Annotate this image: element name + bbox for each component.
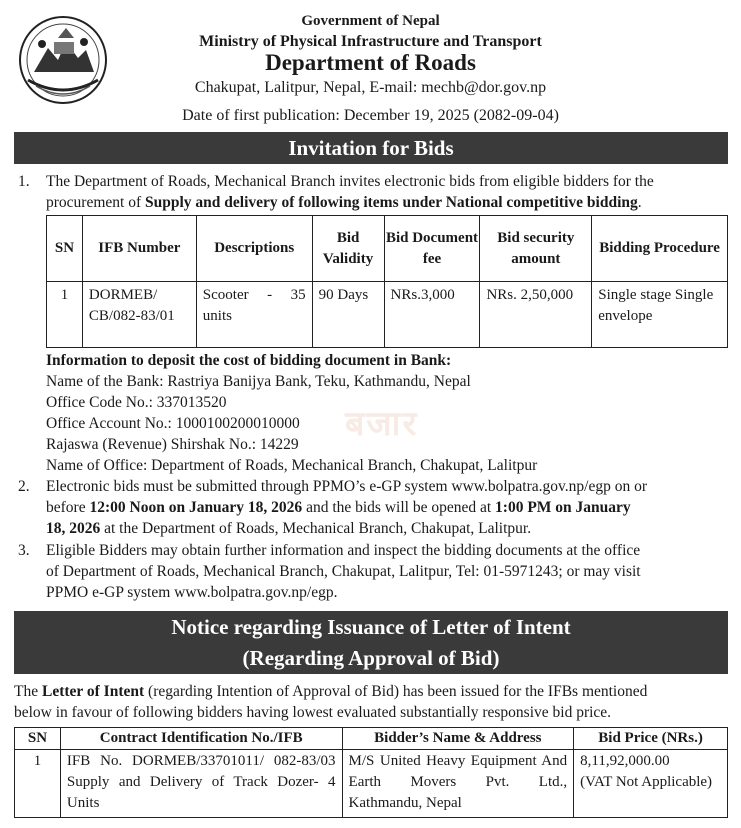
col-header-ifb-number: IFB Number [82, 216, 196, 282]
table-row [47, 282, 728, 348]
cell-security: NRs. 2,50,000 [480, 282, 592, 348]
ministry-name: Ministry of Physical Infrastructure and Transport [199, 33, 542, 50]
col-header-bid-price: Bid Price (NRs.) [574, 728, 728, 750]
revenue-shirshak: Rajaswa (Revenue) Shirshak No.: 14229 [46, 436, 299, 453]
item1-line1: The Department of Roads, Mechanical Branch invites electronic bids from eligible bidders for the [46, 173, 654, 190]
bid-price-note: (VAT Not Applicable) [580, 774, 713, 790]
col-header-bidder: Bidder’s Name & Address [342, 728, 574, 750]
loi-banner [14, 611, 728, 674]
office-code: Office Code No.: 337013520 [46, 394, 227, 411]
department-address: Chakupat, Lalitpur, Nepal, E-mail: mechb@dor.gov.np [194, 79, 547, 96]
ifb-table [46, 215, 728, 348]
item3-line1: Eligible Bidders may obtain further information and inspect the bidding documents at the office [46, 542, 641, 559]
department-name: Department of Roads [265, 50, 476, 75]
loi-banner-title: Notice regarding Issuance of Letter of Intent [171, 615, 571, 639]
cell-sn: 1 [47, 282, 83, 348]
bank-info-heading: Information to deposit the cost of bidding document in Bank: [46, 352, 452, 369]
cell-ifb-number: DORMEB/ CB/082-83/01 [82, 282, 196, 348]
bid-price-amount: 8,11,92,000.00 [580, 753, 670, 769]
ifb-banner: Invitation for Bids [14, 132, 728, 164]
item3-line2: of Department of Roads, Mechanical Branch, Chakupat, Lalitpur, Tel: 01-5971243; or may visit [46, 563, 641, 580]
loi-banner-subtitle: (Regarding Approval of Bid) [242, 646, 500, 670]
watermark: बजार [345, 404, 419, 444]
col-header-contract: Contract Identification No./IFB [60, 728, 342, 750]
gov-name: Government of Nepal [301, 13, 440, 29]
item-number: 1. [18, 173, 30, 190]
col-header-bidding-procedure: Bidding Procedure [592, 216, 728, 282]
cell-procedure: Single stage Single envelope [592, 282, 728, 348]
cell-bidder: M/S United Heavy Equipment And Earth Movers Pvt. Ltd., Kathmandu, Nepal [342, 750, 574, 818]
cell-sn: 1 [15, 750, 61, 818]
cell-validity: 90 Days [312, 282, 384, 348]
item-number: 3. [18, 542, 30, 559]
loi-table [14, 727, 728, 818]
loi-para-line1: The Letter of Intent (regarding Intention of Approval of Bid) has been issued for the IFBs mentioned [14, 683, 648, 700]
item2-line1: Electronic bids must be submitted through PPMO’s e-GP system www.bolpatra.gov.np/egp on or [46, 478, 647, 495]
office-name: Name of Office: Department of Roads, Mechanical Branch, Chakupat, Lalitpur [46, 457, 538, 474]
cell-bid-price [574, 750, 728, 818]
item3-line3: PPMO e-GP system www.bolpatra.gov.np/egp. [46, 584, 338, 601]
cell-fee: NRs.3,000 [384, 282, 480, 348]
office-account: Office Account No.: 1000100200010000 [46, 415, 300, 432]
item2-line3: 18, 2026 at the Department of Roads, Mechanical Branch, Chakupat, Lalitpur. [46, 520, 532, 537]
letterhead [0, 0, 741, 132]
item-number: 2. [18, 478, 30, 495]
col-header-descriptions: Descriptions [196, 216, 312, 282]
col-header-bid-security: Bid security amount [480, 216, 592, 282]
cell-description: Scooter - 35 units [196, 282, 312, 348]
item1-line2: procurement of Supply and delivery of following items under National competitive bidding. [46, 194, 642, 211]
item2-line2: before 12:00 Noon on January 18, 2026 and the bids will be opened at 1:00 PM on January [46, 499, 631, 516]
table-row [15, 750, 728, 818]
loi-para-line2: below in favour of following bidders having lowest evaluated substantially responsive bid price. [14, 704, 612, 721]
col-header-sn: SN [15, 728, 61, 750]
col-header-bid-validity: Bid Validity [312, 216, 384, 282]
bank-name: Name of the Bank: Rastriya Banijya Bank, Teku, Kathmandu, Nepal [46, 373, 471, 390]
col-header-sn: SN [47, 216, 83, 282]
publication-date: Date of first publication: December 19, 2025 (2082-09-04) [182, 107, 559, 124]
cell-contract: IFB No. DORMEB/33701011/ 082-83/03 Supply and Delivery of Track Dozer- 4 Units [60, 750, 342, 818]
col-header-bid-document-fee: Bid Document fee [384, 216, 480, 282]
